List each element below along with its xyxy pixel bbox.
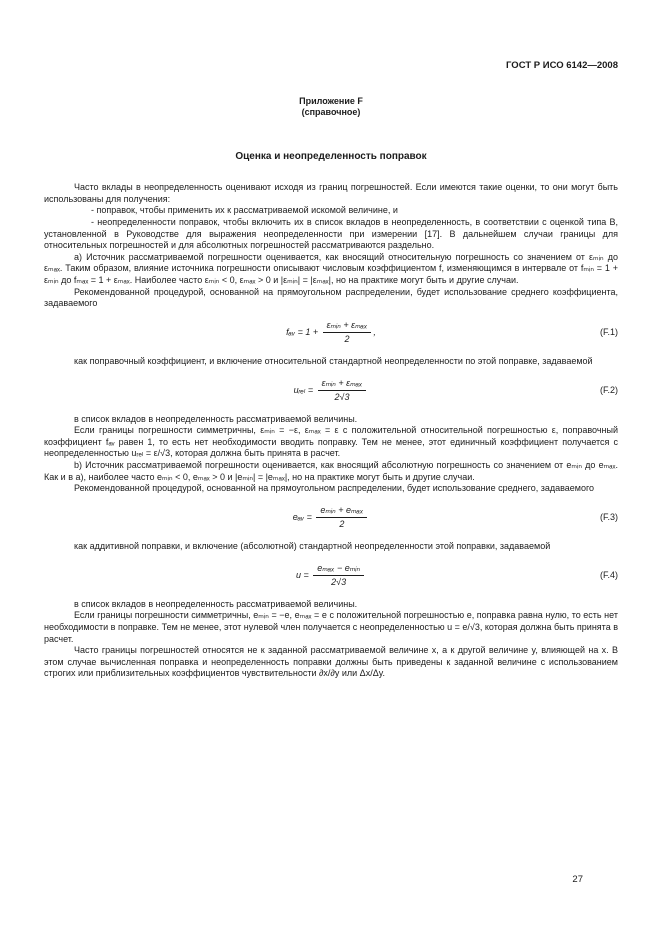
paragraph: как аддитивной поправки, и включение (абсолютной) стандартной неопределенности этой поправки, задаваемой [74,541,551,552]
paragraph: как поправочный коэффициент, и включение относительной стандартной неопределенности по этой поправке, задаваемой [74,355,593,366]
annex-subtitle: (справочное) [301,107,361,118]
formula-number: (F.1) [600,327,618,338]
formula-expression [286,320,376,346]
paragraph: а) Источник рассматриваемой погрешности оценивается, как вносящий относительную погрешность со значением от εₘᵢₙ до εₘₐₓ. Таким образом, влияние источника погрешности описывают числовым коэффициентом f, изменяющимся в интервале от fₘᵢₙ = 1 + εₘᵢₙ до fₘₐₓ = 1 + εₘₐₓ. Наиболее часто εₘᵢₙ < 0, εₘₐₓ > 0 и |εₘᵢₙ| = |εₘₐₓ|, но на практике могут быть и другие случаи. [44,251,618,285]
formula-lhs: u = [295,569,312,580]
annex-title: Приложение F [299,95,363,106]
formula-expression [294,378,369,404]
document-code: ГОСТ Р ИСО 6142—2008 [506,60,618,71]
fraction-numerator: eₘᵢₙ + eₘₐₓ [316,505,367,519]
formula-number: (F.2) [600,384,618,395]
formula-f1 [44,320,618,346]
fraction-numerator: εₘᵢₙ + εₘₐₓ [318,378,367,392]
formula-number: (F.3) [600,512,618,523]
fraction-numerator: eₘₐₓ − eₘᵢₙ [313,563,364,577]
paragraph: Если границы погрешности симметричны, εₘᵢₙ = −ε, εₘₐₓ = ε с положительной относительной погрешностью ε, поправочный коэффициент fₐᵥ равен 1, то есть нет необходимости вводить поправку. Тем не менее, этот единичный коэффициент получается с неопределенностью uᵣₑₗ = ε/√3, которая должна быть принята в расчет. [44,425,618,459]
formula-trailing: , [373,327,376,338]
fraction [323,320,372,346]
paragraph: в список вкладов в неопределенность рассматриваемой величины. [74,413,358,424]
paragraph: Часто вклады в неопределенность оценивают исходя из границ погрешностей. Если имеются такие оценки, то они могут быть использованы для получения: [44,182,618,204]
list-item: - неопределенности поправок, чтобы включить их в список вкладов в неопределенность, в соответствии с оценкой типа В, установленной в Руководстве для выражения неопределенности при измерении [17]. В дальнейшем случаи границы для относительных погрешностей и для абсолютных погрешностей рассматриваются раздельно. [44,216,618,251]
fraction-denominator: 2√3 [331,577,347,588]
formula-lhs: fₐᵥ = 1 + [286,327,321,338]
paragraph: Если границы погрешности симметричны, eₘᵢₙ = −e, eₘₐₓ = e с положительной погрешностью e, поправка равна нулю, то есть нет необходимости в поправке. Тем не менее, этот нулевой член получается с неопределенностью u = e/√3, которая должна быть принята в расчет. [44,610,618,644]
formula-expression [296,563,366,589]
formula-number: (F.4) [600,569,618,580]
fraction-denominator: 2 [339,519,345,530]
paragraph: Рекомендованной процедурой, основанной на прямоугольном распределении, будет использование среднего коэффициента, задаваемого [44,286,618,309]
section-title: Оценка и неопределенность поправок [235,150,427,162]
formula-lhs: eₐᵥ = [292,512,315,523]
formula-expression [293,505,370,531]
fraction [318,378,367,404]
formula-f2 [44,378,618,404]
formula-lhs: uᵣₑₗ = [293,384,316,395]
fraction [313,563,364,589]
paragraph: Рекомендованной процедурой, основанной на прямоугольном распределении, будет использование среднего, задаваемого [74,483,595,494]
paragraph: Часто границы погрешностей относятся не к заданной рассматриваемой величине x, а к другой величине y, влияющей на x. В этом случае вычисленная поправка и неопределенность поправки должны быть приведены к заданной величине с использованием строгих или приблизительных коэффициентов чувствительности ∂x/∂y или Δx/Δy. [44,645,618,679]
fraction [316,505,367,531]
fraction-denominator: 2 [344,334,350,345]
formula-f4 [44,563,618,589]
paragraph: b) Источник рассматриваемой погрешности оценивается, как вносящий абсолютную погрешность со значением от eₘᵢₙ до eₘₐₓ. Как и в а), наиболее часто eₘᵢₙ < 0, eₘₐₓ > 0 и |eₘᵢₙ| = |eₘₐₓ|, но на практике могут быть и другие случаи. [44,460,618,482]
page-number: 27 [572,874,583,886]
list-item: - поправок, чтобы применить их к рассматриваемой искомой величине, и [91,205,398,216]
formula-f3 [44,505,618,531]
annex-heading [44,96,618,119]
paragraph: в список вкладов в неопределенность рассматриваемой величины. [74,598,358,609]
fraction-denominator: 2√3 [334,392,350,403]
fraction-numerator: εₘᵢₙ + εₘₐₓ [323,320,372,334]
